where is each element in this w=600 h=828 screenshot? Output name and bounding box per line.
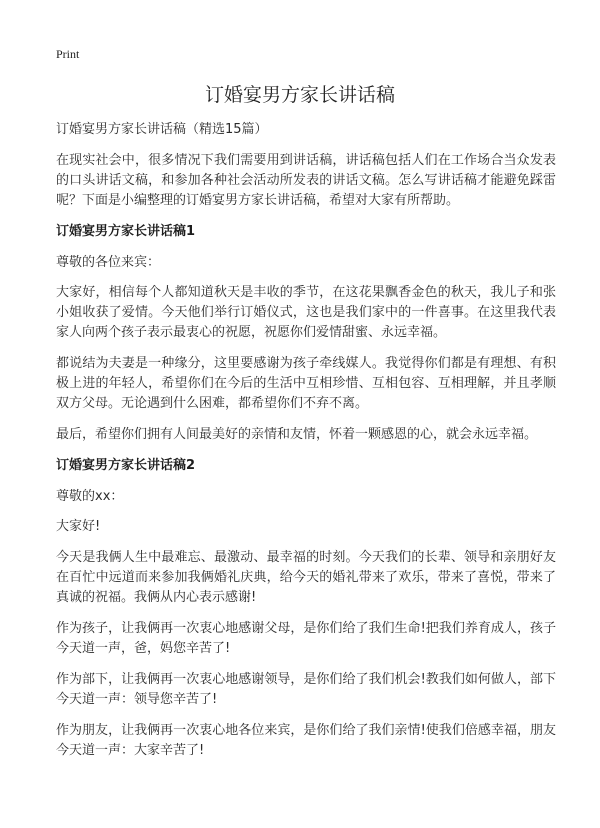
section-heading: 订婚宴男方家长讲话稿1: [56, 224, 196, 239]
page-title: 订婚宴男方家长讲话稿: [204, 84, 395, 106]
print-link[interactable]: Print: [56, 47, 80, 61]
body-paragraph: 最后，希望你们拥有人间最美好的亲情和友情，怀着一颗感恩的心，就会永远幸福。: [56, 427, 538, 442]
greeting: 大家好!: [56, 519, 101, 534]
body-paragraph: 都说结为夫妻是一种缘分，这里要感谢为孩子牵线媒人。我觉得你们都是有理想、有积极上进的年轻人，希望你们在今后的生活中互相珍惜、互相包容、互相理解，并且孝顺双方父母。无论遇到什么困难，都希望你们不弃不离。: [56, 356, 556, 411]
body-paragraph: 作为朋友，让我俩再一次衷心地各位来宾，是你们给了我们亲情!使我们倍感幸福，朋友今天道一声：大家辛苦了!: [56, 723, 556, 758]
body-paragraph: 作为孩子，让我俩再一次衷心地感谢父母，是你们给了我们生命!把我们养育成人，孩子今天道一声，爸，妈您辛苦了!: [56, 621, 556, 656]
body-paragraph: 大家好，相信每个人都知道秋天是丰收的季节，在这花果飘香金色的秋天，我儿子和张小姐收获了爱情。今天他们举行订婚仪式，这也是我们家中的一件喜事。在这里我代表家人向两个孩子表示最衷心的祝愿，祝愿你们爱情甜蜜、永远幸福。: [56, 285, 556, 340]
intro-paragraph: 在现实社会中，很多情况下我们需要用到讲话稿，讲话稿包括人们在工作场合当众发表的口头讲话文稿，和参加各种社会活动所发表的讲话文稿。怎么写讲话稿才能避免踩雷呢？下面是小编整理的订婚宴男方家长讲话稿，希望对大家有所帮助。: [56, 153, 556, 208]
body-paragraph: 今天是我俩人生中最难忘、最激动、最幸福的时刻。今天我们的长辈、领导和亲朋好友在百忙中远道而来参加我俩婚礼庆典，给今天的婚礼带来了欢乐，带来了喜悦，带来了真诚的祝福。我俩从内心表示感谢!: [56, 550, 556, 605]
salutation: 尊敬的xx：: [56, 489, 124, 504]
salutation: 尊敬的各位来宾：: [56, 255, 161, 270]
section-heading: 订婚宴男方家长讲话稿2: [56, 458, 196, 473]
body-paragraph: 作为部下，让我俩再一次衷心地感谢领导，是你们给了我们机会!教我们如何做人，部下今天道一声：领导您辛苦了!: [56, 672, 556, 707]
document-subtitle: 订婚宴男方家长讲话稿（精选15篇）: [56, 122, 268, 137]
document-body: [56, 120, 556, 772]
